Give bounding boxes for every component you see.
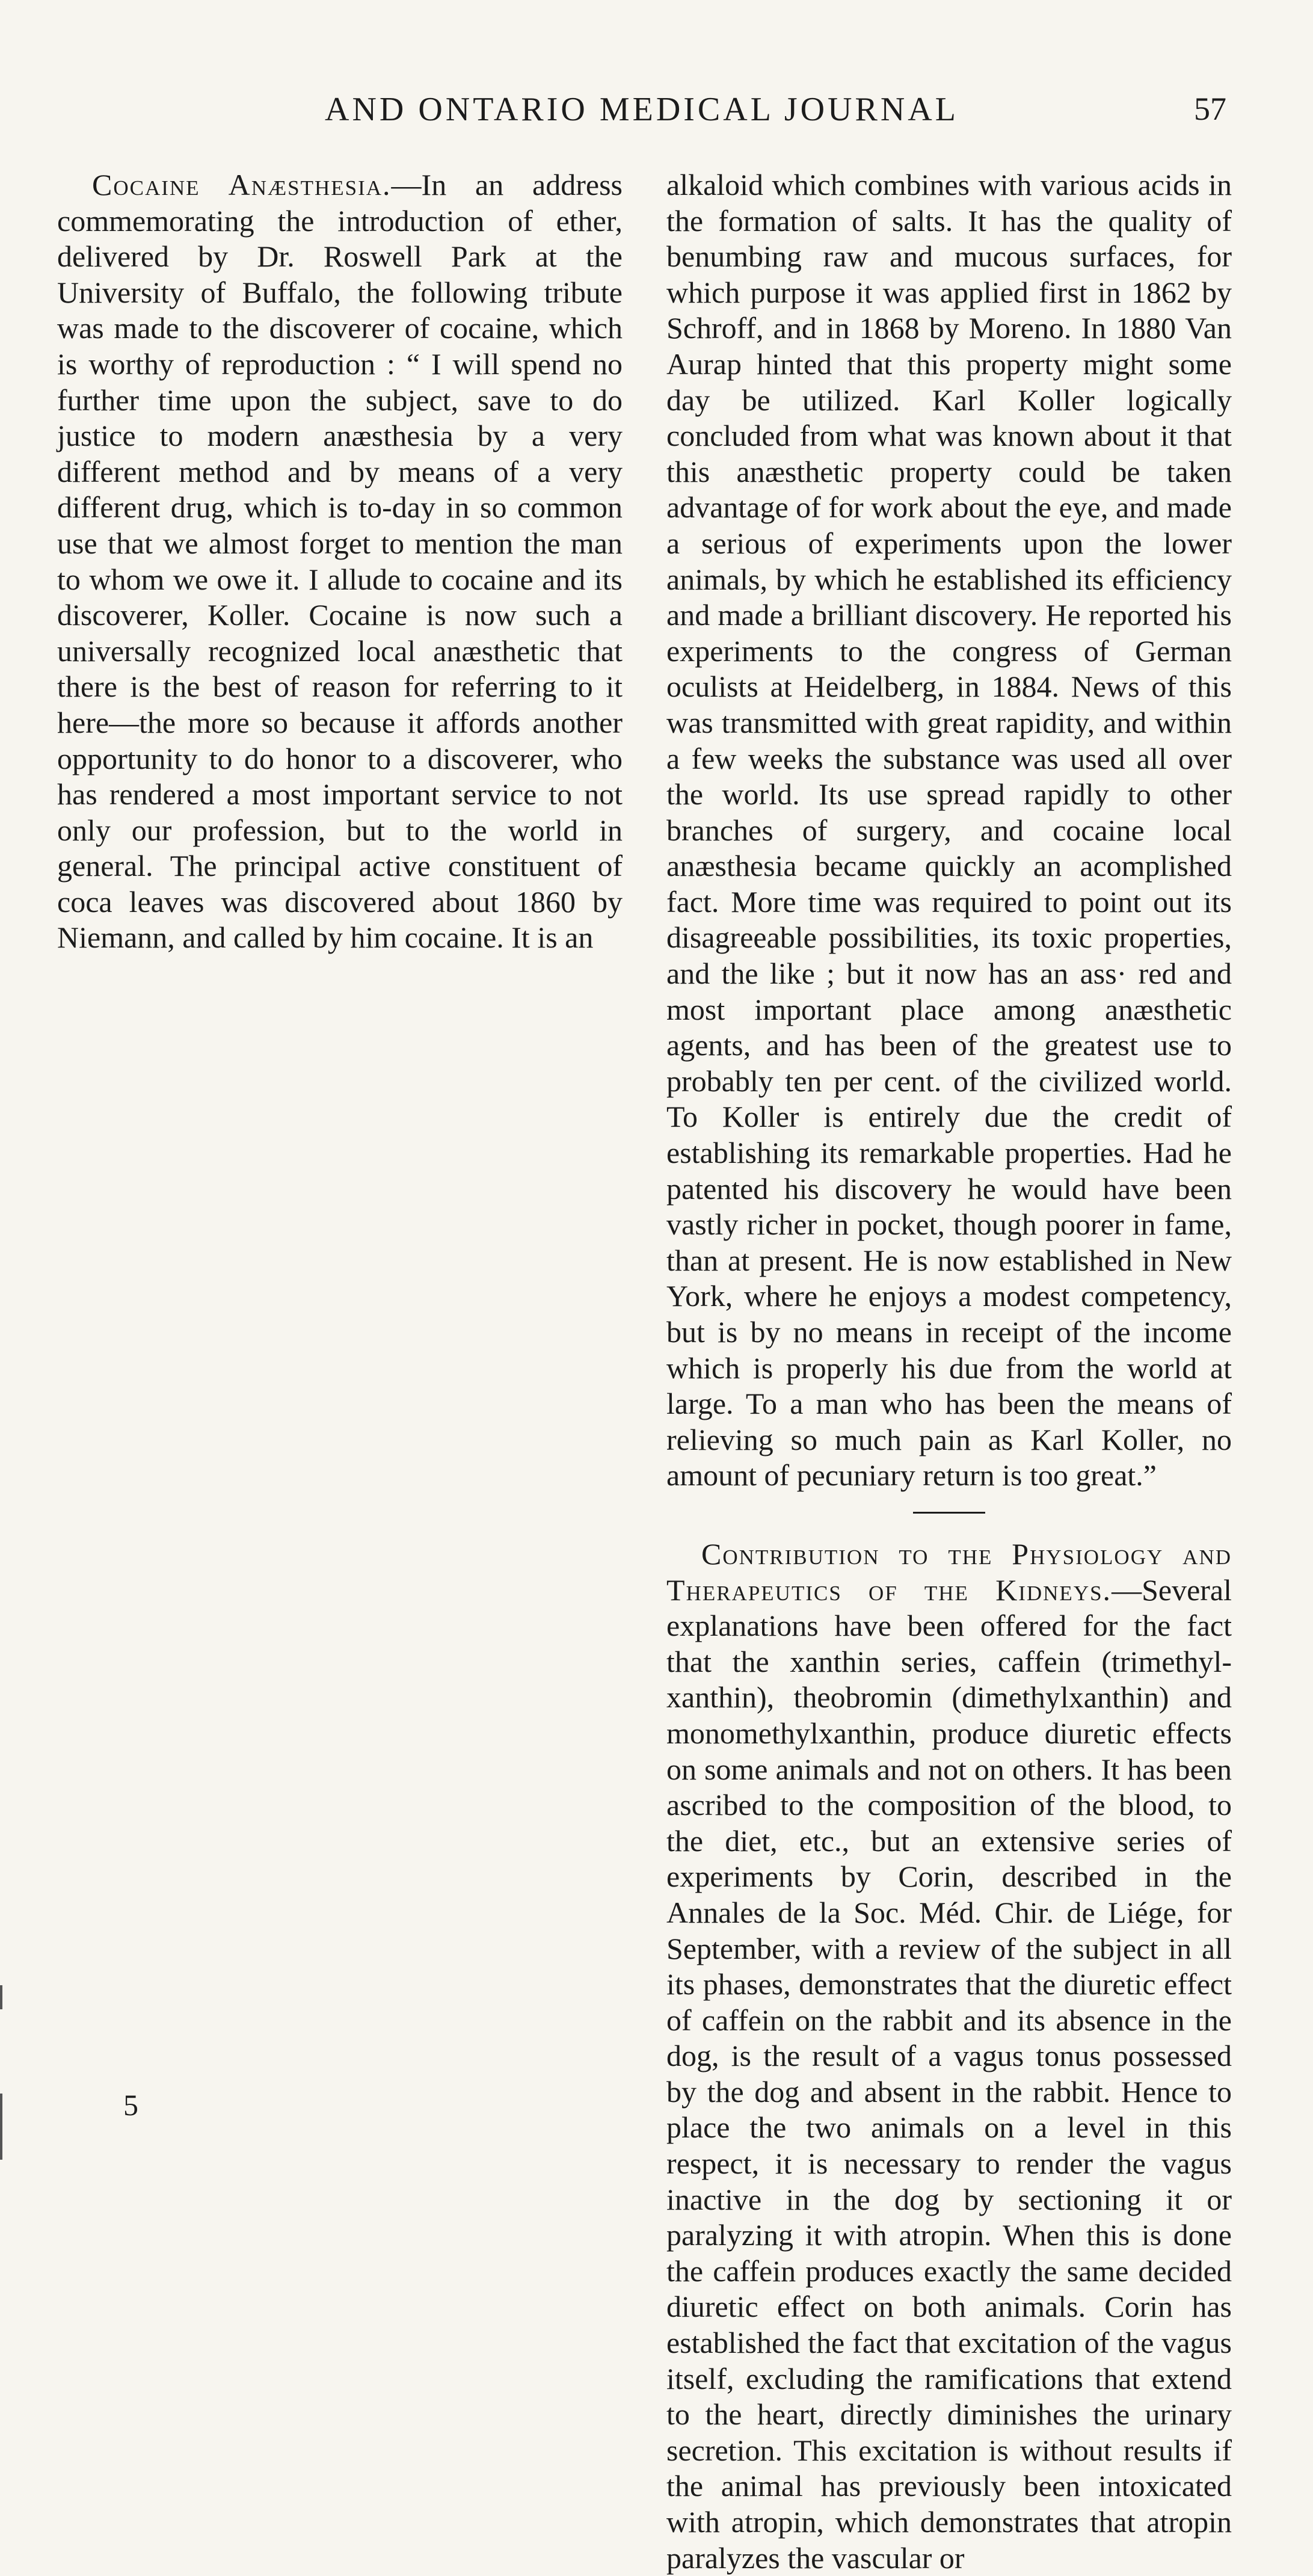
scan-edge-mark [0,2094,2,2160]
article-kidneys [666,1536,1232,2576]
article-title: Contribution to the Physiology and Therapeutics of the Kidneys. [666,1536,1232,1607]
running-head [0,90,1313,138]
signature-mark: 5 [123,2088,138,2122]
article-body: —In an address commemorating the introduction of ether, delivered by Dr. Roswell Park at the University of Buffalo, the following tribute was made to the discoverer of cocaine, which is worthy of reproduction : “ I will spend no further time upon the subject, save to do justice to modern anæsthesia by a very different method and by means of a very different drug, which is to-day in so common use that we almost forget to mention the man to whom we owe it. I allude to cocaine and its discoverer, Koller. Cocaine is now such a universally recognized local anæsthetic that there is the best of reason for referring to it here—the more so because it affords another opportunity to do honor to a discoverer, who has rendered a most important service to not only our profession, but to the world in general. The principal active constituent of coca leaves was discovered about 1860 by Niemann, and called by him cocaine. It is an [57,168,623,955]
section-divider [913,1512,985,1514]
article-text-column [666,167,1232,2576]
article-body: —Several explanations have been offered for the fact that the xanthin series, caffein (trimethylxanthin), theobromin (dimethylxanthin) and monomethylxanthin, produce diuretic effects on some animals and not on others. It has been ascribed to the composition of the blood, to the diet, etc., but an extensive series of experiments by Corin, described in the Annales de la Soc. Méd. Chir. de Liége, for September, with a review of the subject in all its phases, demonstrates that the diuretic effect of caffein on the rabbit and its absence in the dog, is the result of a vagus tonus possessed by the dog and absent in the rabbit. Hence to place the two animals on a level in this respect, it is necessary to render the vagus inactive in the dog by sectioning it or paralyzing it with atropin. When this is done the caffein produces exactly the same decided diuretic effect on both animals. Corin has established the fact that excitation of the vagus itself, excluding the ramifications that extend to the heart, directly diminishes the urinary secretion. This excitation is without results if the animal has previously been intoxicated with atropin, which demonstrates that atropin paralyzes the vascular or [666,1573,1232,2575]
scan-edge-mark [0,1985,2,2009]
article-text-column [57,167,623,956]
article-continuation [666,167,1232,1494]
article-body: alkaloid which combines with various acids in the formation of salts. It has the quality of benumbing raw and mucous surfaces, for which purpose it was applied first in 1862 by Schroff, and in 1868 by Moreno. In 1880 Van Aurap hinted that this property might some day be utilized. Karl Koller logically concluded from what was known about it that this anæsthetic property could be taken advantage of for work about the eye, and made a serious of experiments upon the lower animals, by which he established its efficiency and made a brilliant discovery. He reported his experiments to the congress of German oculists at Heidelberg, in 1884. News of this was transmitted with great rapidity, and within a few weeks the substance was used all over the world. Its use spread rapidly to other branches of surgery, and cocaine local anæsthesia became quickly an acomplished fact. More time was required to point out its disagreeable possibilities, its toxic properties, and the like ; but it now has an ass· red and most important place among anæsthetic agents, and has been of the greatest use to probably ten per cent. of the civilized world. To Koller is entirely due the credit of establishing its remarkable properties. Had he patented his discovery he would have been vastly richer in pocket, though poorer in fame, than at present. He is now established in New York, where he enjoys a modest competency, but is by no means in receipt of the income which is properly his due from the world at large. To a man who has been the means of relieving so much pain as Karl Koller, no amount of pecuniary return is too great.” [666,168,1232,1493]
journal-title: AND ONTARIO MEDICAL JOURNAL [325,91,959,128]
page-number: 57 [1194,91,1226,127]
article-title: Cocaine Anæsthesia. [92,168,392,202]
article-cocaine-anaesthesia [57,167,623,956]
